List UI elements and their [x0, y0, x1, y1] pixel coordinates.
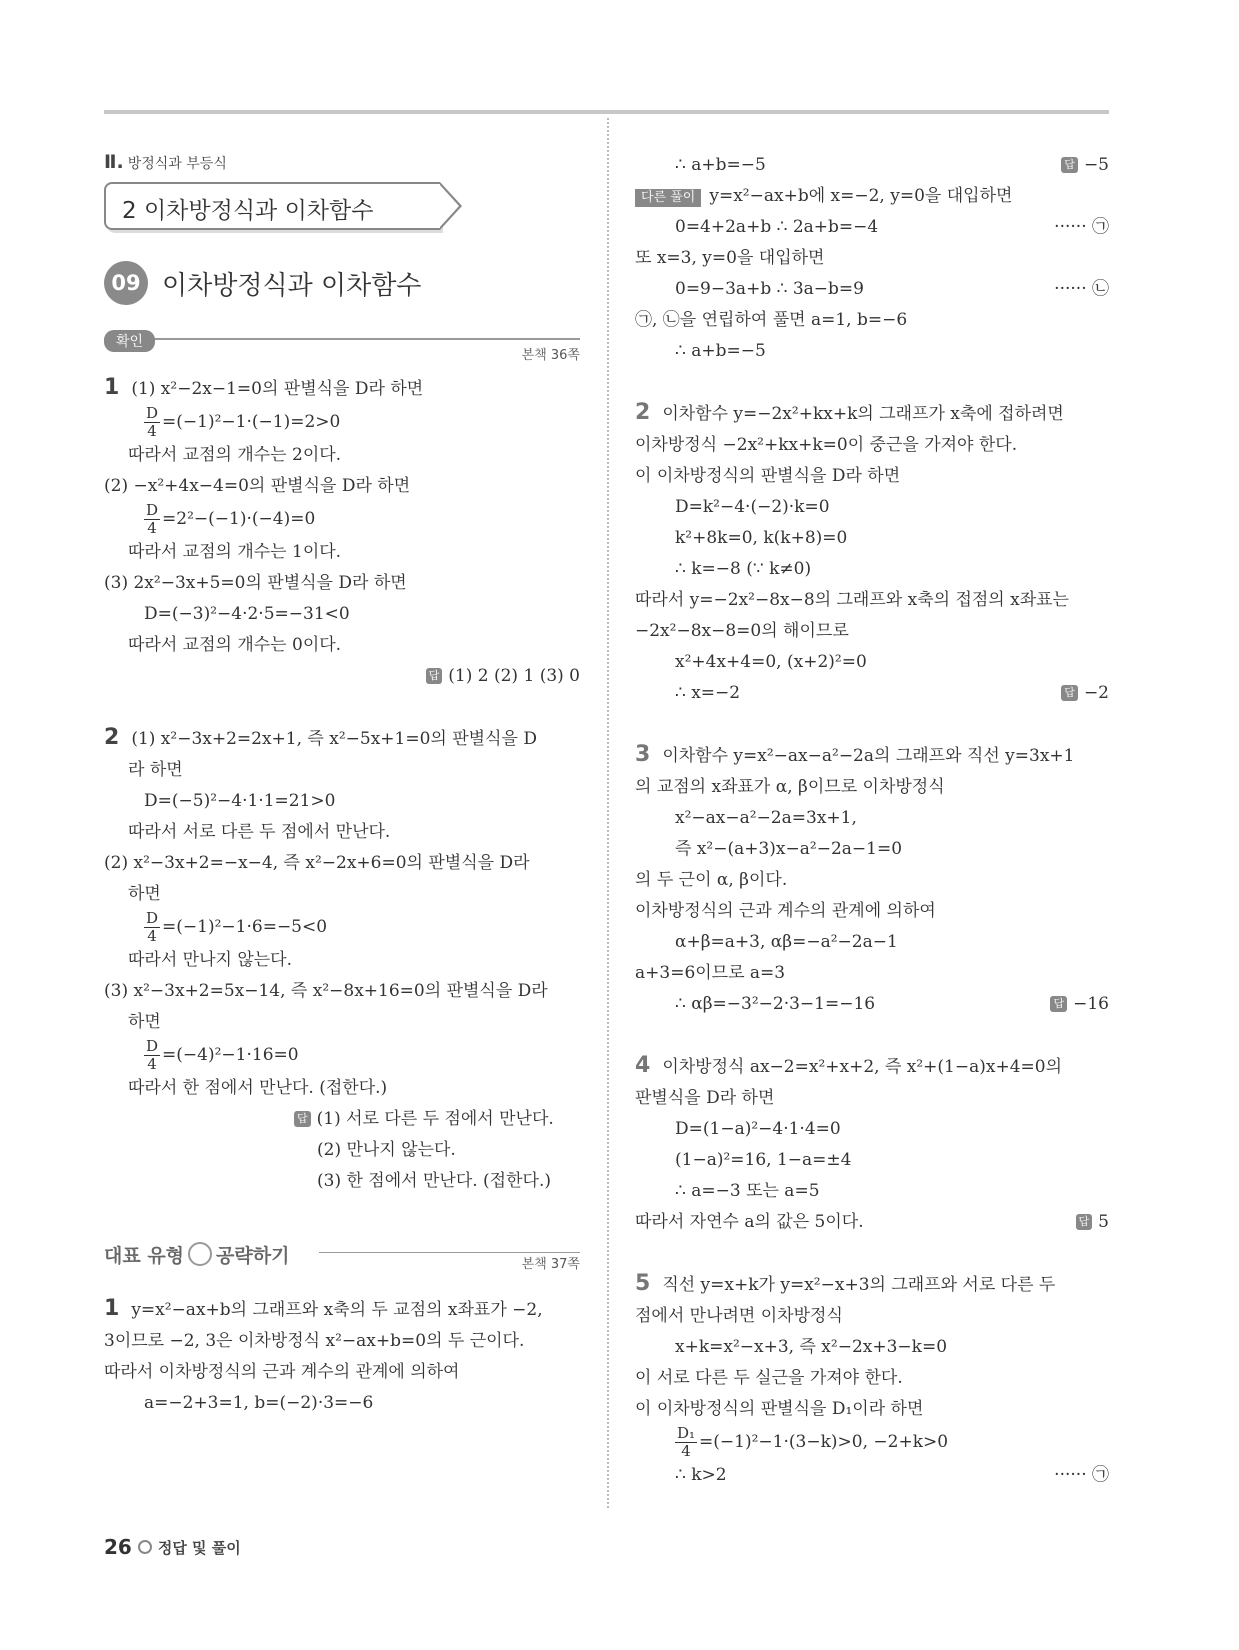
- fraction: [675, 1425, 697, 1460]
- text-line: [104, 372, 580, 405]
- text-line: ∴ a+b=−5: [675, 341, 766, 361]
- chapter-title: 2 이차방정식과 이차함수: [122, 198, 374, 224]
- answer-r3: [1050, 989, 1109, 1020]
- left-column: [104, 150, 580, 1419]
- text-span: 4: [147, 1055, 157, 1073]
- text-line: 하면: [128, 884, 161, 904]
- answer-1: [104, 661, 580, 692]
- rep-heading: [104, 1241, 580, 1271]
- text-line: 판별식을 D라 하면: [635, 1088, 775, 1108]
- text-line: (3) x²−3x+2=5x−14, 즉 x²−8x+16=0의 판별식을 D라: [104, 981, 548, 1001]
- text-span: 방정식과 부등식: [127, 156, 227, 172]
- problem-1: [104, 372, 580, 692]
- alt-solution-badge: 다른 풀이: [635, 189, 701, 207]
- text-span: ······ ㉠: [1054, 1465, 1109, 1485]
- top-rule: [104, 110, 1109, 114]
- text-line: [635, 1425, 1109, 1460]
- text-span: 2: [104, 725, 120, 750]
- text-line: ㉠, ㉡을 연립하여 풀면 a=1, b=−6: [635, 310, 908, 330]
- text-span: ∴ a+b=−5: [675, 155, 766, 175]
- section-heading: [104, 258, 580, 308]
- text-line: 이 이차방정식의 판별식을 D라 하면: [635, 466, 901, 486]
- lightbulb-icon: [188, 1242, 212, 1266]
- unit-heading: [104, 150, 580, 176]
- text-span: 답: [294, 1111, 311, 1127]
- text-span: 답: [426, 668, 443, 684]
- text-span: 직선 y=x+k가 y=x²−x+3의 그래프와 서로 다른 두: [662, 1275, 1056, 1295]
- text-line: [635, 1050, 1109, 1083]
- text-line: 3이므로 −2, 3은 이차방정식 x²−ax+b=0의 두 근이다.: [104, 1331, 525, 1351]
- text-span: =(−4)²−1·16=0: [162, 1045, 299, 1065]
- check-pill: 확인: [104, 330, 155, 352]
- text-line: [635, 181, 1109, 212]
- text-span: 1: [104, 1296, 120, 1321]
- text-line: [635, 1268, 1109, 1301]
- text-line: [104, 1293, 580, 1326]
- text-line: 따라서 교점의 개수는 0이다.: [128, 635, 342, 655]
- text-span: 답: [1061, 157, 1078, 173]
- text-span: 0=9−3a+b ∴ 3a−b=9: [675, 279, 864, 299]
- chapter-banner: [104, 182, 440, 230]
- check-bar: [104, 334, 580, 363]
- text-span: 4: [147, 927, 157, 945]
- text-span: 4: [147, 422, 157, 440]
- text-line: 또 x=3, y=0을 대입하면: [635, 248, 825, 268]
- text-span: D₁: [677, 1424, 696, 1442]
- text-line: 이 이차방정식의 판별식을 D₁이라 하면: [635, 1399, 924, 1419]
- text-line: ∴ a=−3 또는 a=5: [675, 1181, 820, 1201]
- text-span: 2: [635, 400, 651, 425]
- text-span: 답: [1050, 996, 1067, 1012]
- text-line: [104, 1038, 580, 1073]
- text-line: [635, 397, 1109, 430]
- section-title: 이차방정식과 이차함수: [162, 270, 422, 301]
- text-span: Ⅱ.: [104, 151, 124, 173]
- problem-2: [104, 722, 580, 1197]
- text-line: [635, 150, 1109, 181]
- text-span: ∴ x=−2: [675, 683, 741, 703]
- text-span: y=x²−ax+b에 x=−2, y=0을 대입하면: [709, 186, 1013, 206]
- text-line: 의 교점의 x좌표가 α, β이므로 이차방정식: [635, 777, 945, 797]
- text-span: (1) 2 (2) 1 (3) 0: [448, 666, 580, 686]
- text-span: =2²−(−1)·(−4)=0: [162, 509, 316, 529]
- text-line: 하면: [128, 1012, 161, 1032]
- text-span: ∴ k>2: [675, 1465, 727, 1485]
- text-span: 이차함수 y=−2x²+kx+k의 그래프가 x축에 접하려면: [662, 404, 1064, 424]
- text-line: D=(−5)²−4·1·1=21>0: [144, 791, 336, 811]
- rep-problem-5: [635, 1268, 1109, 1491]
- text-span: =(−1)²−1·6=−5<0: [162, 917, 328, 937]
- fraction: [144, 1038, 160, 1073]
- text-span: −16: [1073, 994, 1109, 1014]
- text-span: 1: [104, 375, 120, 400]
- text-span: 이차방정식 ax−2=x²+x+2, 즉 x²+(1−a)x+4=0의: [662, 1057, 1063, 1077]
- footer-title: 정답 및 풀이: [157, 1538, 241, 1557]
- text-line: (1−a)²=16, 1−a=±4: [675, 1150, 852, 1170]
- text-line: x+k=x²−x+3, 즉 x²−2x+3−k=0: [675, 1337, 948, 1357]
- text-line: 따라서 만나지 않는다.: [128, 950, 293, 970]
- text-line: 점에서 만나려면 이차방정식: [635, 1306, 843, 1326]
- text-line: (2) −x²+4x−4=0의 판별식을 D라 하면: [104, 476, 411, 496]
- fraction: [144, 502, 160, 537]
- check-page-ref: 본책 36쪽: [521, 348, 580, 363]
- text-line: [104, 405, 580, 440]
- text-span: −5: [1083, 155, 1109, 175]
- text-line: 따라서 교점의 개수는 1이다.: [128, 542, 342, 562]
- text-span: 이차함수 y=x²−ax−a²−2a의 그래프와 직선 y=3x+1: [662, 746, 1075, 766]
- rep-problem-3: [635, 739, 1109, 1020]
- text-line: (3) 2x²−3x+5=0의 판별식을 D라 하면: [104, 573, 407, 593]
- text-line: [635, 1460, 1109, 1491]
- text-line: D=(−3)²−4·2·5=−31<0: [144, 604, 350, 624]
- fraction: [144, 405, 160, 440]
- text-span: D: [146, 1037, 159, 1055]
- text-line: −2x²−8x−8=0의 해이므로: [635, 621, 849, 641]
- column-divider: [607, 118, 609, 1508]
- text-line: [104, 722, 580, 755]
- answer-r4: [1076, 1207, 1109, 1238]
- answer-2: [104, 1104, 580, 1135]
- answer-r2: [1061, 678, 1109, 709]
- text-line: (3) 한 점에서 만난다. (접한다.): [317, 1171, 551, 1191]
- page-number: 26: [104, 1535, 132, 1559]
- text-span: =(−1)²−1·(−1)=2>0: [162, 412, 341, 432]
- answer-r1: [1061, 150, 1109, 181]
- text-line: 이차방정식 −2x²+kx+k=0이 중근을 가져야 한다.: [635, 435, 1018, 455]
- text-line: α+β=a+3, αβ=−a²−2a−1: [675, 932, 898, 952]
- text-line: 의 두 근이 α, β이다.: [635, 870, 788, 890]
- text-line: 따라서 서로 다른 두 점에서 만난다.: [128, 822, 391, 842]
- text-line: a=−2+3=1, b=(−2)·3=−6: [144, 1393, 374, 1413]
- text-span: 답: [1061, 685, 1078, 701]
- text-line: [635, 739, 1109, 772]
- text-span: =(−1)²−1·(3−k)>0, −2+k>0: [699, 1432, 949, 1452]
- text-span: ∴ αβ=−3²−2·3−1=−16: [675, 994, 876, 1014]
- rep-problem-4: [635, 1050, 1109, 1238]
- text-line: 따라서 교점의 개수는 2이다.: [128, 445, 342, 465]
- text-span: 5: [635, 1271, 651, 1296]
- text-line: (2) x²−3x+2=−x−4, 즉 x²−2x+6=0의 판별식을 D라: [104, 853, 530, 873]
- text-span: 3: [635, 742, 651, 767]
- text-span: 0=4+2a+b ∴ 2a+b=−4: [675, 217, 879, 237]
- section-number-badge: 09: [104, 261, 148, 305]
- text-span: 4: [147, 519, 157, 537]
- text-span: ······ ㉡: [1054, 279, 1109, 299]
- fraction: [144, 910, 160, 945]
- text-line: D=(1−a)²−4·1·4=0: [675, 1119, 841, 1139]
- text-span: 4: [681, 1442, 691, 1460]
- text-line: x²+4x+4=0, (x+2)²=0: [675, 652, 867, 672]
- text-line: [104, 910, 580, 945]
- footer-dot-icon: [138, 1540, 152, 1554]
- text-span: D: [146, 501, 159, 519]
- text-span: −2: [1083, 683, 1109, 703]
- text-line: 이차방정식의 근과 계수의 관계에 의하여: [635, 901, 936, 921]
- text-span: 따라서 자연수 a의 값은 5이다.: [635, 1212, 864, 1232]
- page-footer: [104, 1535, 241, 1559]
- rep-problem-1: [104, 1293, 580, 1419]
- text-line: 즉 x²−(a+3)x−a²−2a−1=0: [675, 839, 903, 859]
- text-line: 따라서 이차방정식의 근과 계수의 관계에 의하여: [104, 1362, 460, 1382]
- text-line: 라 하면: [128, 760, 183, 780]
- text-span: 5: [1098, 1212, 1109, 1232]
- text-line: 이 서로 다른 두 실근을 가져야 한다.: [635, 1368, 903, 1388]
- right-column: [635, 150, 1109, 1491]
- text-line: [635, 678, 1109, 709]
- text-line: x²−ax−a²−2a=3x+1,: [675, 808, 857, 828]
- text-line: [635, 274, 1109, 305]
- text-line: [104, 502, 580, 537]
- text-span: 4: [635, 1053, 651, 1078]
- text-span: 공략하기: [216, 1245, 290, 1267]
- text-span: D: [146, 404, 159, 422]
- text-span: ······ ㉠: [1054, 217, 1109, 237]
- text-span: 답: [1076, 1214, 1093, 1230]
- text-span: (1) x²−3x+2=2x+1, 즉 x²−5x+1=0의 판별식을 D: [131, 729, 537, 749]
- text-line: D=k²−4·(−2)·k=0: [675, 497, 830, 517]
- text-line: [635, 212, 1109, 243]
- text-line: 따라서 한 점에서 만난다. (접한다.): [128, 1078, 388, 1098]
- text-line: [635, 1207, 1109, 1238]
- text-line: (2) 만나지 않는다.: [317, 1140, 456, 1160]
- text-span: (1) x²−2x−1=0의 판별식을 D라 하면: [131, 379, 424, 399]
- text-span: (1) 서로 다른 두 점에서 만난다.: [316, 1109, 554, 1129]
- text-line: ∴ k=−8 (∵ k≠0): [675, 559, 812, 579]
- text-line: a+3=6이므로 a=3: [635, 963, 786, 983]
- text-line: 따라서 y=−2x²−8x−8의 그래프와 x축의 접점의 x좌표는: [635, 590, 1069, 610]
- text-span: y=x²−ax+b의 그래프와 x축의 두 교점의 x좌표가 −2,: [131, 1300, 543, 1320]
- rep-page-ref: 본책 37쪽: [521, 1257, 580, 1272]
- text-span: 대표 유형: [104, 1245, 185, 1267]
- text-line: k²+8k=0, k(k+8)=0: [675, 528, 848, 548]
- text-line: [635, 989, 1109, 1020]
- text-span: D: [146, 909, 159, 927]
- rep-problem-2: [635, 397, 1109, 709]
